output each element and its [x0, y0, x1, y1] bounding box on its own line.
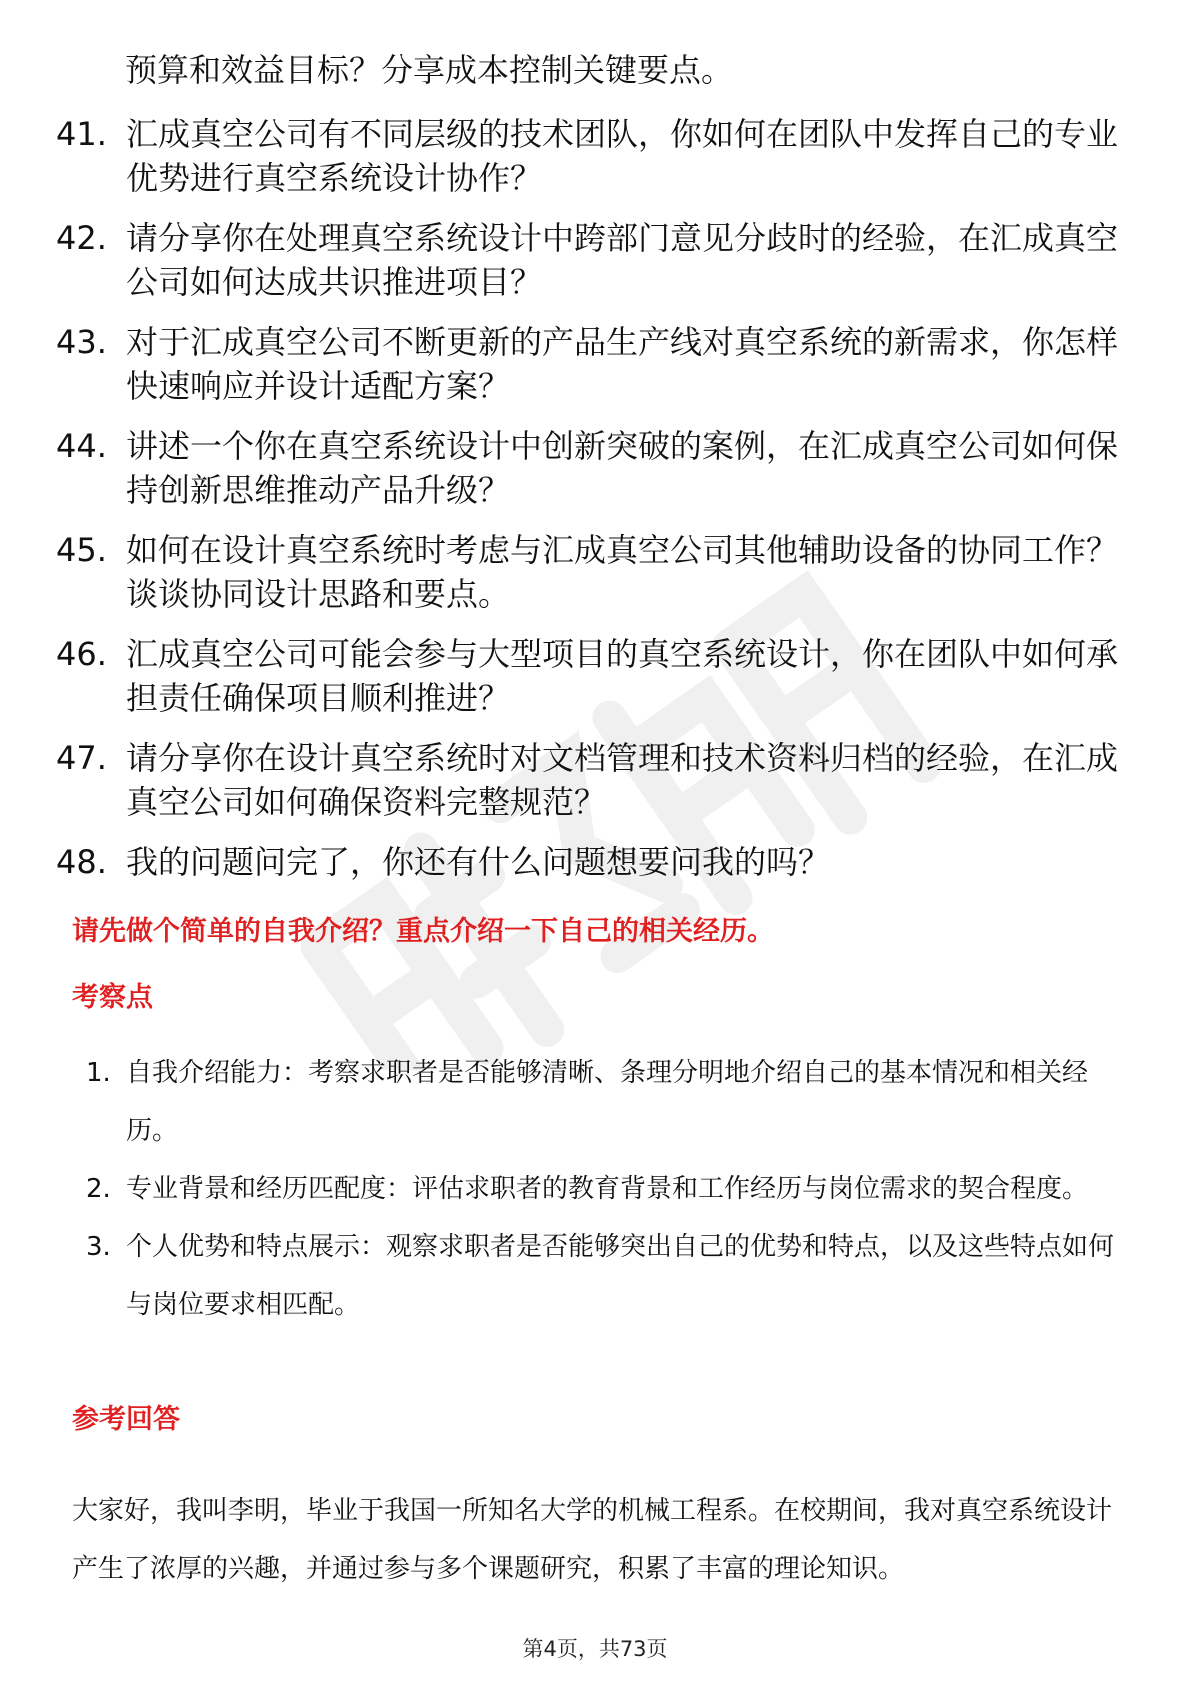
- question-number: 47.: [56, 739, 107, 777]
- question-item: [56, 736, 1136, 824]
- point-number: 2.: [86, 1174, 111, 1204]
- question-number: 42.: [56, 219, 107, 257]
- question-list: [56, 112, 1136, 900]
- question-text: 汇成真空公司有不同层级的技术团队，你如何在团队中发挥自己的专业优势进行真空系统设计协作？: [126, 115, 1119, 197]
- assessment-point: [72, 1218, 1122, 1334]
- question-text: 请分享你在设计真空系统时对文档管理和技术资料归档的经验，在汇成真空公司如何确保资料完整规范？: [126, 739, 1119, 821]
- question-item: [56, 840, 1136, 884]
- continuation-line: 预算和效益目标？分享成本控制关键要点。: [125, 51, 734, 89]
- point-text: 专业背景和经历匹配度：评估求职者的教育背景和工作经历与岗位需求的契合程度。: [126, 1174, 1089, 1204]
- assessment-points: [72, 1044, 1122, 1334]
- point-number: 1.: [86, 1058, 111, 1088]
- question-number: 41.: [56, 115, 107, 153]
- page-footer: 第4页，共73页: [522, 1637, 668, 1661]
- question-item: [56, 112, 1136, 200]
- question-number: 48.: [56, 843, 107, 881]
- point-text: 自我介绍能力：考察求职者是否能够清晰、条理分明地介绍自己的基本情况和相关经历。: [126, 1058, 1089, 1146]
- assessment-heading: 考察点: [72, 982, 153, 1013]
- question-number: 46.: [56, 635, 107, 673]
- question-number: 45.: [56, 531, 107, 569]
- question-number: 43.: [56, 323, 107, 361]
- reference-heading: 参考回答: [72, 1404, 180, 1435]
- reference-answer: 大家好，我叫李明，毕业于我国一所知名大学的机械工程系。在校期间，我对真空系统设计产生了浓厚的兴趣，并通过参与多个课题研究，积累了丰富的理论知识。: [72, 1496, 1113, 1584]
- question-text: 如何在设计真空系统时考虑与汇成真空公司其他辅助设备的协同工作？谈谈协同设计思路和要点。: [126, 531, 1119, 613]
- assessment-point: [72, 1044, 1122, 1160]
- question-text: 汇成真空公司可能会参与大型项目的真空系统设计，你在团队中如何承担责任确保项目顺利推进？: [126, 635, 1119, 717]
- question-item: [56, 320, 1136, 408]
- question-text: 讲述一个你在真空系统设计中创新突破的案例，在汇成真空公司如何保持创新思维推动产品升级？: [126, 427, 1119, 509]
- question-item: [56, 424, 1136, 512]
- question-number: 44.: [56, 427, 107, 465]
- point-text: 个人优势和特点展示：观察求职者是否能够突出自己的优势和特点，以及这些特点如何与岗位要求相匹配。: [126, 1232, 1115, 1320]
- question-text: 对于汇成真空公司不断更新的产品生产线对真空系统的新需求，你怎样快速响应并设计适配方案？: [126, 323, 1119, 405]
- question-item: [56, 528, 1136, 616]
- highlight-question: 请先做个简单的自我介绍？重点介绍一下自己的相关经历。: [72, 916, 774, 947]
- assessment-point: [72, 1160, 1122, 1218]
- point-number: 3.: [86, 1232, 111, 1262]
- question-item: [56, 216, 1136, 304]
- question-text: 我的问题问完了，你还有什么问题想要问我的吗？: [126, 843, 831, 881]
- question-item: [56, 632, 1136, 720]
- question-text: 请分享你在处理真空系统设计中跨部门意见分歧时的经验，在汇成真空公司如何达成共识推进项目？: [126, 219, 1119, 301]
